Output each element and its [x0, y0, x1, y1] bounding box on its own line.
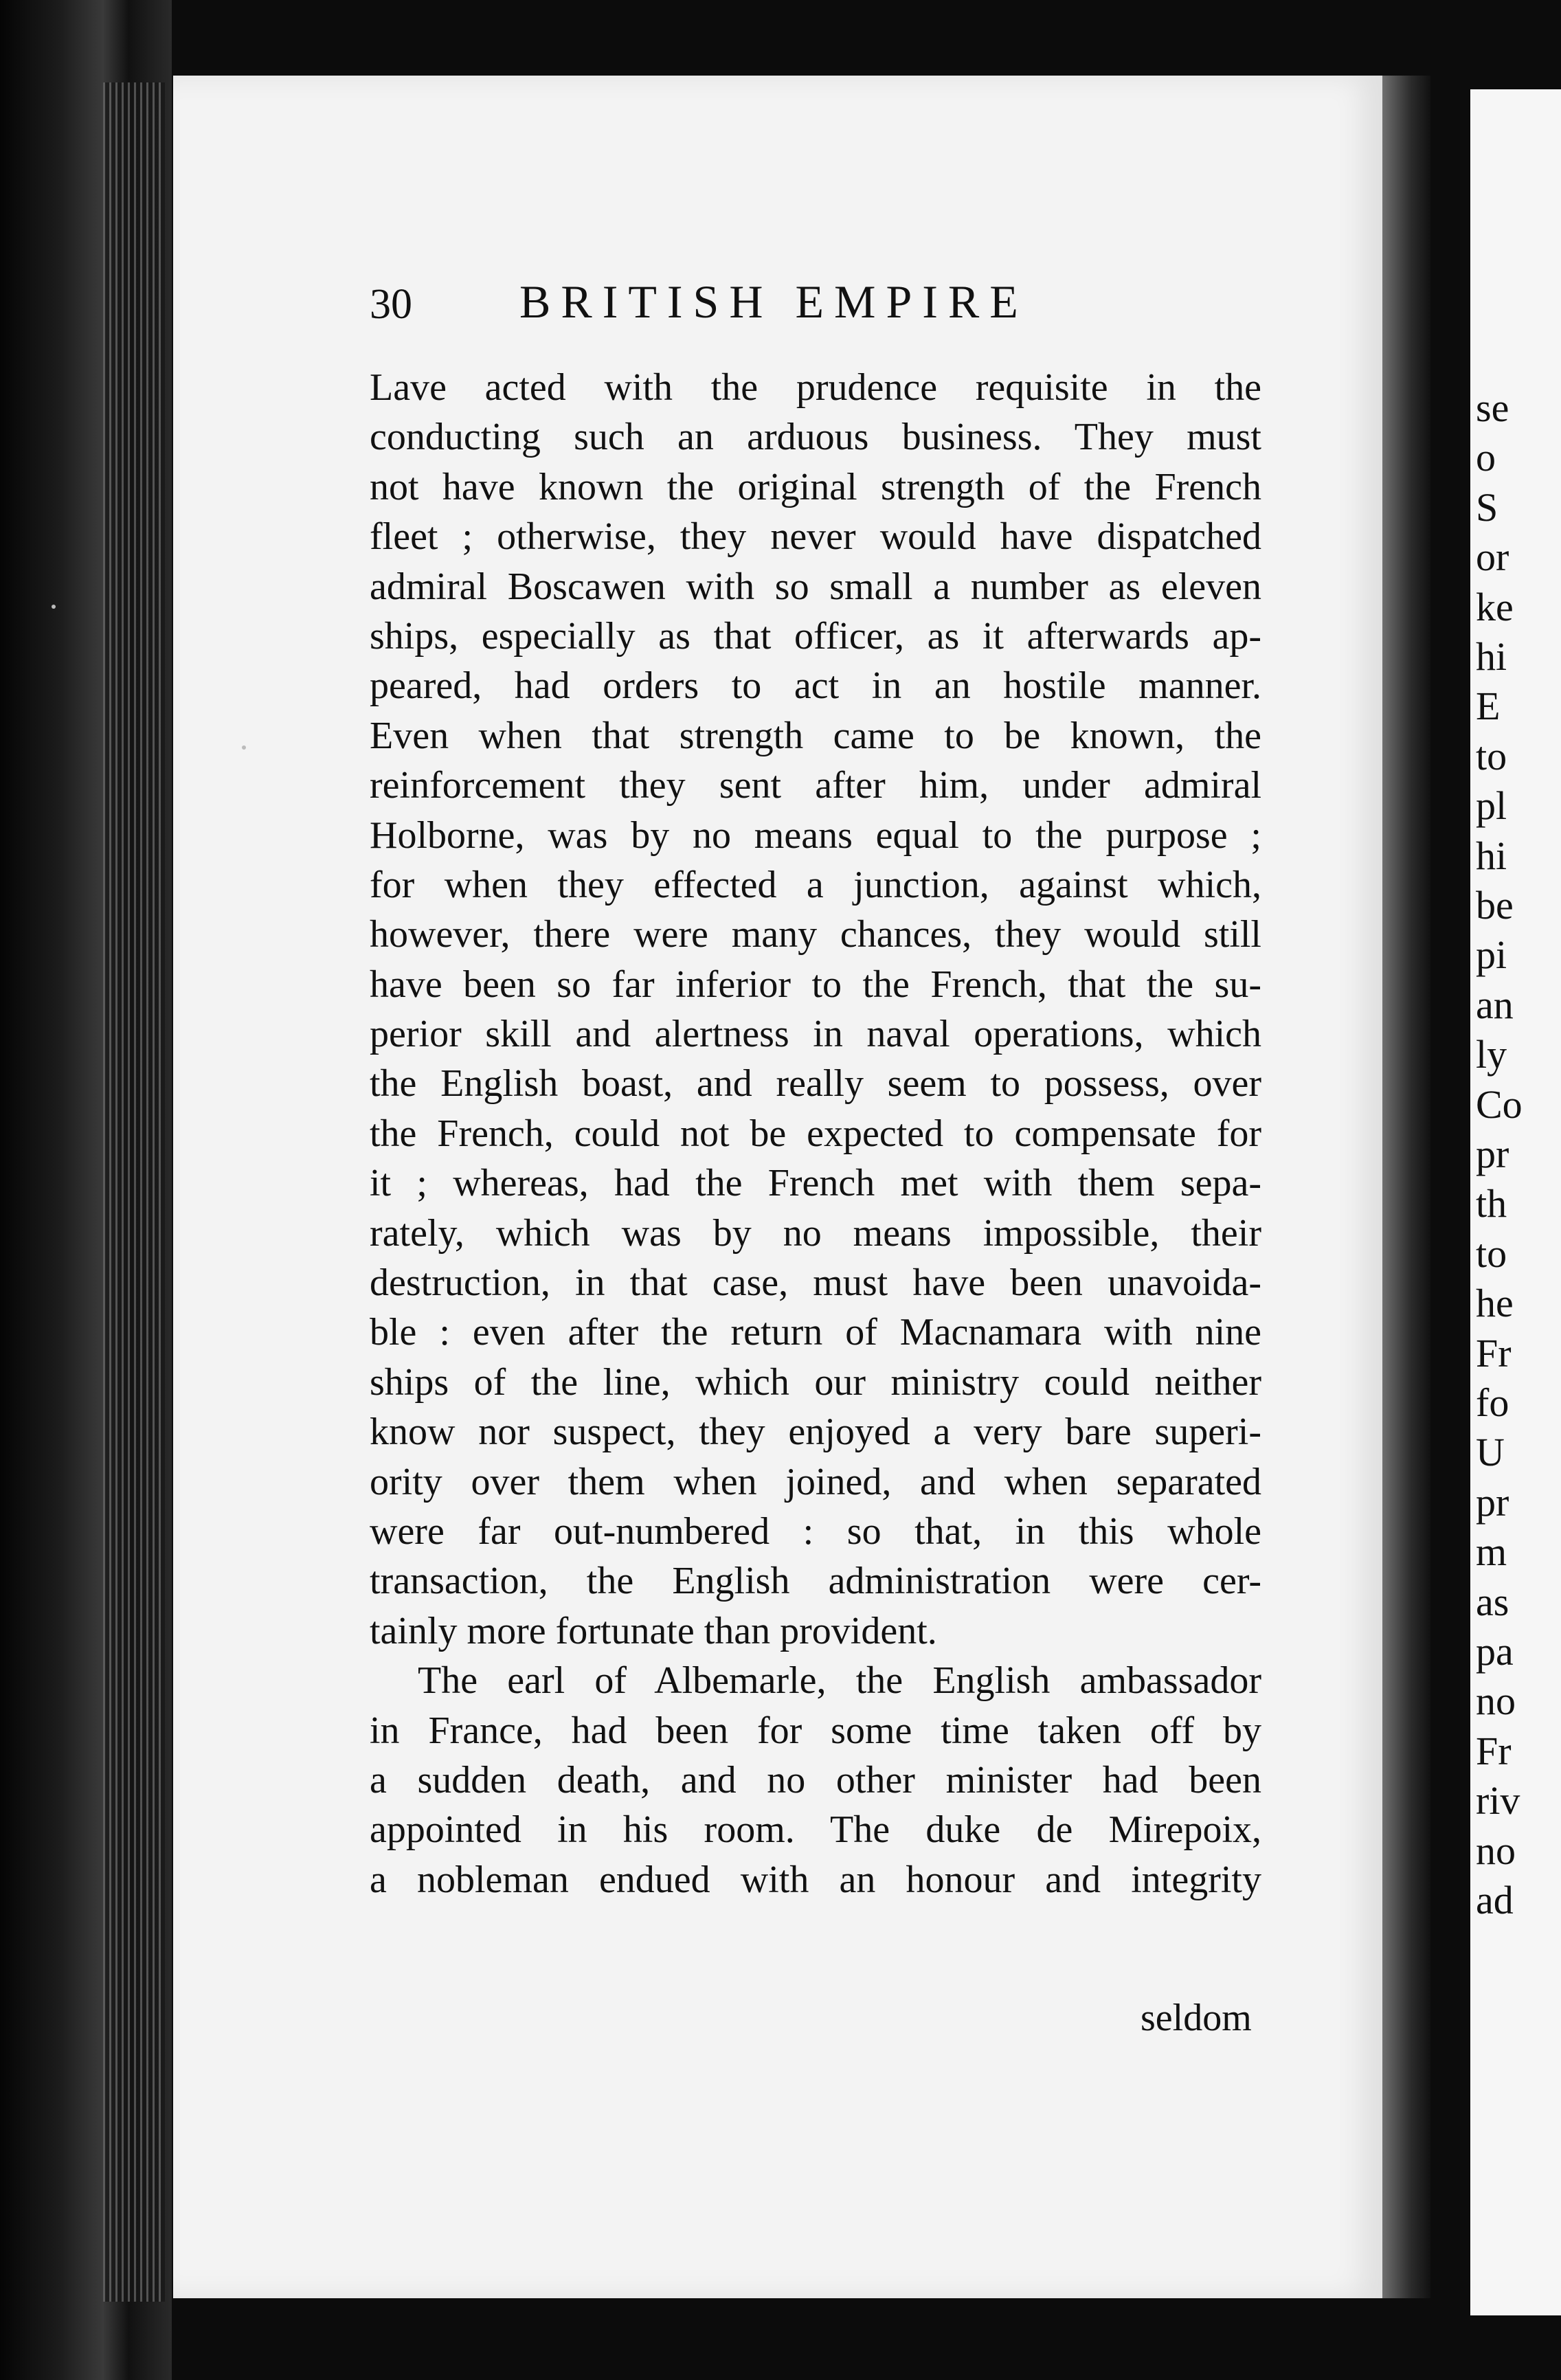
- facing-page-fragment: to: [1476, 1231, 1507, 1276]
- facing-page-fragment: riv: [1476, 1778, 1520, 1823]
- text-line: in France, had been for some time taken off by: [370, 1709, 1261, 1752]
- text-line: were far out-numbered : so that, in this whole: [370, 1509, 1261, 1553]
- text-line: fleet ; otherwise, they never would have dispatched: [370, 515, 1261, 559]
- text-line: conducting such an arduous business. They must: [370, 416, 1261, 459]
- text-line: peared, had orders to act in an hostile manner.: [370, 664, 1261, 708]
- facing-page-fragment: no: [1476, 1828, 1516, 1873]
- facing-page-fragment: ly: [1476, 1032, 1507, 1077]
- text-line: a nobleman endued with an honour and integrity: [370, 1858, 1261, 1901]
- facing-page-fragment: U: [1476, 1430, 1505, 1475]
- text-line: have been so far inferior to the French, that the su-: [370, 963, 1261, 1006]
- facing-page-fragment: th: [1476, 1181, 1507, 1226]
- facing-page-fragment: no: [1476, 1679, 1516, 1724]
- facing-page-fragment: Fr: [1476, 1330, 1512, 1376]
- body-text: [370, 363, 1261, 1905]
- facing-page-fragment: he: [1476, 1281, 1514, 1326]
- dust-speck: [242, 745, 246, 750]
- text-line: it ; whereas, had the French met with them sepa-: [370, 1162, 1261, 1205]
- facing-page-fragment: pr: [1476, 1132, 1509, 1176]
- catchword: seldom: [1141, 1997, 1252, 2039]
- facing-page-fragment: ad: [1476, 1878, 1514, 1922]
- facing-page-fragment: pa: [1476, 1629, 1514, 1674]
- facing-page-fragment: hi: [1476, 833, 1507, 878]
- facing-page-fragment: ke: [1476, 584, 1514, 629]
- text-line: ority over them when joined, and when separated: [370, 1460, 1261, 1503]
- text-line: admiral Boscawen with so small a number as eleven: [370, 565, 1261, 608]
- book-gutter: [1382, 76, 1430, 2298]
- facing-page-fragment: pi: [1476, 932, 1507, 978]
- facing-page-fragment: S: [1476, 484, 1498, 530]
- page-header: [370, 275, 1098, 337]
- facing-page-fragment: be: [1476, 883, 1514, 928]
- facing-page-fragment: o: [1476, 435, 1496, 480]
- facing-page-fragment: m: [1476, 1529, 1507, 1575]
- facing-page-fragment: pl: [1476, 783, 1507, 829]
- facing-page-fragment: se: [1476, 385, 1509, 430]
- text-line: transaction, the English administration were cer-: [370, 1560, 1261, 1603]
- text-line: destruction, in that case, must have been unavoida-: [370, 1261, 1261, 1305]
- text-line: the French, could not be expected to compensate for: [370, 1112, 1261, 1155]
- facing-page-fragment: Fr: [1476, 1728, 1512, 1773]
- facing-page-fragment: fo: [1476, 1380, 1509, 1425]
- facing-page-fragment: pr: [1476, 1479, 1509, 1525]
- text-line: know nor suspect, they enjoyed a very bare superi-: [370, 1411, 1261, 1454]
- page-number: 30: [370, 281, 412, 328]
- facing-page-edge: [1470, 89, 1561, 2315]
- facing-page-fragment: or: [1476, 535, 1509, 580]
- facing-page-fragment: E: [1476, 684, 1501, 729]
- text-line: perior skill and alertness in naval operations, which: [370, 1013, 1261, 1056]
- text-line: appointed in his room. The duke de Mirepoix,: [370, 1808, 1261, 1852]
- dust-speck: [52, 605, 56, 609]
- running-head: BRITISH EMPIRE: [519, 276, 1029, 328]
- text-line: reinforcement they sent after him, under admiral: [370, 764, 1261, 807]
- text-line: ships of the line, which our ministry could neither: [370, 1360, 1261, 1404]
- facing-page-fragment: as: [1476, 1579, 1509, 1624]
- text-line: Lave acted with the prudence requisite in the: [370, 366, 1261, 409]
- facing-page-fragment: an: [1476, 982, 1514, 1027]
- text-line: a sudden death, and no other minister had been: [370, 1758, 1261, 1801]
- text-line: however, there were many chances, they would still: [370, 913, 1261, 956]
- text-line: ble : even after the return of Macnamara with nine: [370, 1311, 1261, 1354]
- text-line: tainly more fortunate than provident.: [370, 1609, 937, 1652]
- text-line: the English boast, and really seem to possess, over: [370, 1062, 1261, 1105]
- text-line: The earl of Albemarle, the English ambassador: [418, 1659, 1261, 1703]
- facing-page-fragment: to: [1476, 733, 1507, 778]
- text-line: for when they effected a junction, against which,: [370, 863, 1261, 906]
- text-line: Holborne, was by no means equal to the purpose ;: [370, 813, 1261, 857]
- facing-page-fragment: Co: [1476, 1081, 1523, 1127]
- facing-page-fragment: hi: [1476, 634, 1507, 679]
- text-line: rately, which was by no means impossible, their: [370, 1211, 1261, 1255]
- page-edges: [103, 82, 165, 2302]
- text-line: ships, especially as that officer, as it afterwards ap-: [370, 614, 1261, 658]
- text-line: Even when that strength came to be known, the: [370, 714, 1261, 757]
- text-line: not have known the original strength of the French: [370, 465, 1261, 508]
